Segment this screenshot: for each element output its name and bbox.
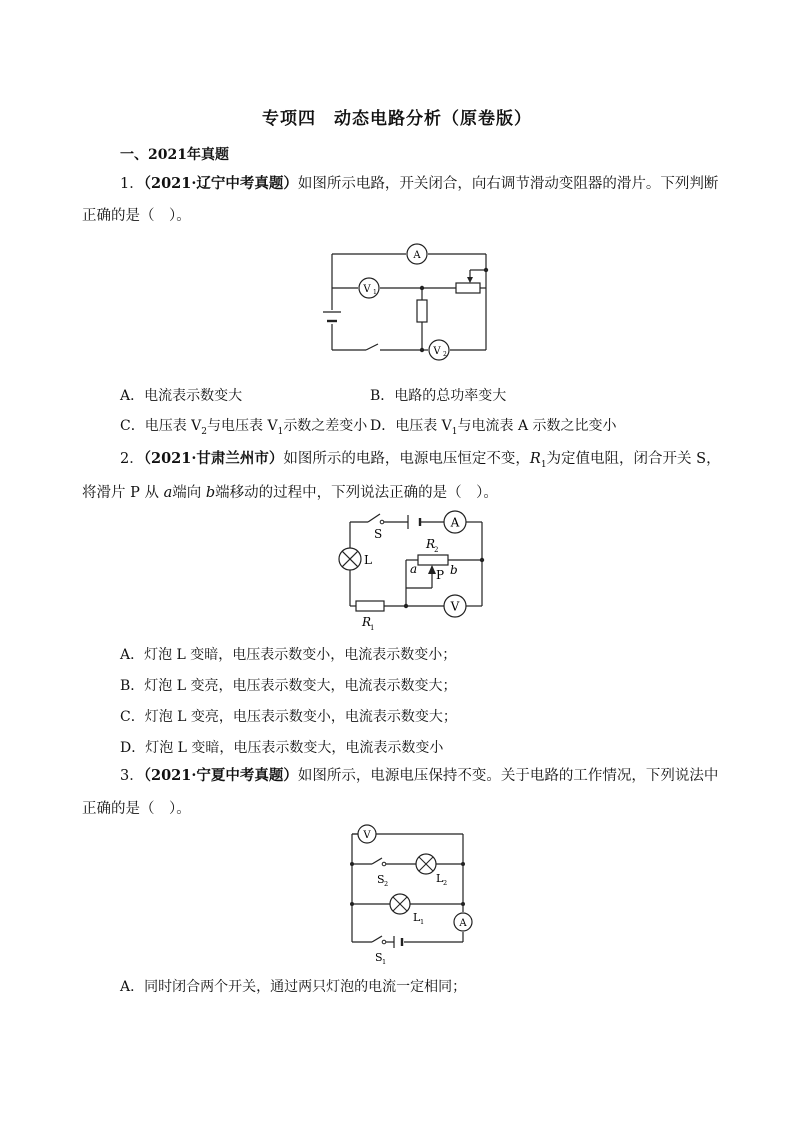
fig2-lamp-label: L (364, 553, 372, 567)
q1-source: （2021·辽宁中考真题） (143, 175, 298, 192)
fig2-r1-sub: 1 (370, 624, 375, 632)
q1-option-d-pre: D．电压表 V (370, 418, 452, 434)
q2-stem-b-mid: 端向 (172, 485, 206, 501)
q2-option-a: A．灯泡 L 变暗，电压表示数变小，电流表示数变小； (120, 647, 457, 663)
q1-option-c-pre: C．电压表 V (120, 418, 202, 434)
q1-option-c-sub2: 2 (201, 426, 208, 437)
q3-stem-line1 (120, 766, 718, 786)
q1-option-c (120, 415, 367, 437)
fig3-l1-sub: 1 (420, 918, 425, 926)
fig2-switch-label: S (374, 527, 383, 541)
q2-stem-b-pre: 将滑片 P 从 (82, 485, 164, 501)
q2-option-c: C．灯泡 L 变亮，电压表示数变小，电流表示数变大； (120, 709, 457, 725)
fig2-ammeter-label: A (450, 515, 460, 530)
fig2-end-b-label: b (450, 563, 458, 577)
q2-stem-line1 (120, 449, 721, 475)
q1-option-d-sub1: 1 (451, 426, 458, 437)
fig2-r1-label: R (362, 615, 372, 629)
q2-option-d: D．灯泡 L 变暗，电压表示数变大，电流表示数变小 (120, 740, 444, 756)
q2-r1-sub: 1 (540, 459, 547, 470)
q1-stem-a: 如图所示电路，开关闭合，向右调节滑动变阻器的滑片。下列判断 (297, 176, 719, 192)
q1-stem-line2: 正确的是（ ）。 (82, 208, 191, 224)
fig1-v2-sub: 2 (443, 351, 447, 358)
fig3-ammeter-label: A (459, 918, 467, 929)
q1-option-b: B．电路的总功率变大 (370, 388, 507, 404)
q3-source: （2021·宁夏中考真题） (143, 767, 298, 784)
q1-option-d-post: 与电流表 A 示数之比变小 (457, 418, 617, 434)
section-heading: 一、2021年真题 (120, 147, 229, 163)
q2-stem-a-pre: 如图所示的电路，电源电压恒定不变， (283, 451, 530, 467)
fig1-ammeter-label: A (413, 250, 421, 261)
q1-number: 1． (120, 176, 144, 192)
q1-option-d (370, 415, 617, 437)
fig1-v1-label: V (363, 284, 371, 295)
q2-stem-b-post: 端移动的过程中，下列说法正确的是（ ）。 (215, 485, 498, 501)
fig3-s2-label: S (377, 873, 385, 886)
figure-3-circuit (342, 822, 474, 967)
q2-stem-line2 (82, 483, 498, 503)
fig2-voltmeter-label: V (450, 599, 460, 614)
q1-option-a: A．电流表示数变大 (120, 388, 243, 404)
fig2-r2-label: R (426, 537, 436, 551)
q2-source: （2021·甘肃兰州市） (143, 450, 284, 467)
q2-stem-a-post: 为定值电阻，闭合开关 S， (546, 451, 721, 467)
fig1-v2-label: V (433, 346, 441, 357)
fig3-voltmeter-label: V (363, 830, 371, 841)
fig3-s1-label: S (375, 951, 383, 964)
q1-option-c-post: 示数之差变小 (283, 418, 368, 434)
fig2-r2-sub: 2 (434, 546, 439, 554)
figure-2-circuit (330, 508, 490, 633)
fig3-s1-sub: 1 (382, 958, 387, 966)
q3-option-a: A．同时闭合两个开关，通过两只灯泡的电流一定相同； (120, 979, 467, 995)
fig2-end-a-label: a (410, 562, 418, 576)
fig3-l2-label: L (436, 872, 444, 885)
q2-r1-symbol: R (529, 451, 541, 467)
fig2-slider-label: P (436, 568, 445, 582)
figure-1-circuit (320, 240, 500, 365)
q3-number: 3． (120, 768, 144, 784)
fig3-s2-sub: 2 (384, 880, 389, 888)
q1-option-c-mid: 与电压表 V (207, 418, 278, 434)
q1-stem-line1 (120, 174, 718, 194)
q2-number: 2． (120, 451, 144, 467)
q3-stem-line2: 正确的是（ ）。 (82, 801, 191, 817)
page-title: 专项四 动态电路分析（原卷版） (262, 109, 532, 129)
q3-stem-a: 如图所示，电源电压保持不变。关于电路的工作情况，下列说法中 (297, 768, 719, 784)
fig1-v1-sub: 1 (373, 289, 377, 296)
fig3-l2-sub: 2 (443, 879, 448, 887)
fig3-l1-label: L (413, 911, 421, 924)
q2-end-a: a (163, 485, 173, 501)
q1-option-c-sub1: 1 (277, 426, 284, 437)
q2-end-b: b (205, 485, 216, 501)
q2-option-b: B．灯泡 L 变亮，电压表示数变大，电流表示数变大； (120, 678, 457, 694)
